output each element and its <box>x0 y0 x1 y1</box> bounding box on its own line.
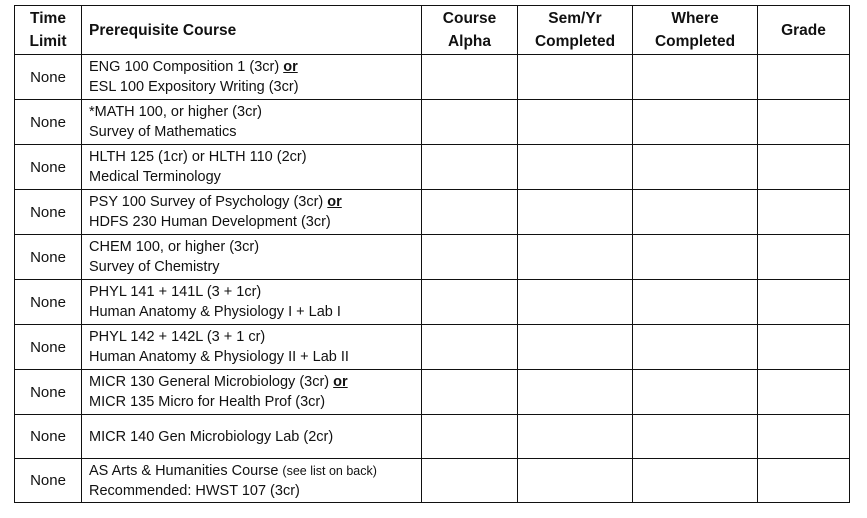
where-completed-cell[interactable] <box>633 459 758 503</box>
header-semyr-line1: Sem/Yr <box>548 10 602 27</box>
course-alpha-cell[interactable] <box>422 100 518 145</box>
grade-cell[interactable] <box>758 100 850 145</box>
table-row <box>15 325 850 370</box>
course-line-2: Survey of Chemistry <box>89 259 220 275</box>
course-line-1 <box>89 57 421 77</box>
grade-cell[interactable] <box>758 55 850 100</box>
header-course-alpha <box>422 6 518 55</box>
where-completed-cell[interactable] <box>633 100 758 145</box>
grade-cell[interactable] <box>758 325 850 370</box>
header-semyr-line2: Completed <box>534 33 616 50</box>
header-time-limit <box>15 6 82 55</box>
semyr-completed-cell[interactable] <box>518 415 633 459</box>
course-line-1 <box>89 237 421 257</box>
time-limit-cell: None <box>15 190 82 235</box>
prerequisite-course-cell <box>82 235 422 280</box>
where-completed-cell[interactable] <box>633 325 758 370</box>
course-alpha-cell[interactable] <box>422 190 518 235</box>
course-line-1 <box>89 327 421 347</box>
semyr-completed-cell[interactable] <box>518 100 633 145</box>
prerequisite-course-cell <box>82 55 422 100</box>
time-limit-cell: None <box>15 145 82 190</box>
time-limit-cell: None <box>15 415 82 459</box>
semyr-completed-cell[interactable] <box>518 190 633 235</box>
semyr-completed-cell[interactable] <box>518 459 633 503</box>
time-limit-cell: None <box>15 280 82 325</box>
course-alpha-cell[interactable] <box>422 145 518 190</box>
header-course-alpha-line1: Course <box>442 10 497 27</box>
course-line-2: Survey of Mathematics <box>89 124 237 140</box>
semyr-completed-cell[interactable] <box>518 280 633 325</box>
course-alpha-cell[interactable] <box>422 325 518 370</box>
table-row <box>15 190 850 235</box>
course-alpha-cell[interactable] <box>422 415 518 459</box>
where-completed-cell[interactable] <box>633 370 758 415</box>
course-line-1 <box>89 427 421 447</box>
or-label: or <box>333 374 348 390</box>
prerequisite-course-cell <box>82 190 422 235</box>
time-limit-cell: None <box>15 235 82 280</box>
time-limit-cell: None <box>15 325 82 370</box>
semyr-completed-cell[interactable] <box>518 370 633 415</box>
course-note: (see list on back) <box>282 463 377 478</box>
where-completed-cell[interactable] <box>633 235 758 280</box>
course-line-1 <box>89 372 421 392</box>
where-completed-cell[interactable] <box>633 145 758 190</box>
course-code: HLTH 125 (1cr) or HLTH 110 (2cr) <box>89 149 307 165</box>
table-row <box>15 145 850 190</box>
grade-cell[interactable] <box>758 280 850 325</box>
header-time-limit-line1: Time <box>30 10 66 27</box>
table-row <box>15 100 850 145</box>
or-label: or <box>283 59 298 75</box>
course-code: MICR 140 Gen Microbiology Lab (2cr) <box>89 428 334 445</box>
course-line-2: Medical Terminology <box>89 169 221 185</box>
table-row <box>15 415 850 459</box>
header-semyr-completed <box>518 6 633 55</box>
course-alpha-cell[interactable] <box>422 55 518 100</box>
prerequisite-course-cell <box>82 280 422 325</box>
course-line-2: ESL 100 Expository Writing (3cr) <box>89 79 299 95</box>
table-row <box>15 370 850 415</box>
prerequisite-table <box>14 5 850 503</box>
table-row <box>15 459 850 503</box>
course-line-2: Human Anatomy & Physiology II + Lab II <box>89 349 349 365</box>
course-line-2: Recommended: HWST 107 (3cr) <box>89 482 300 499</box>
header-course-alpha-line2: Alpha <box>447 33 492 50</box>
time-limit-cell: None <box>15 55 82 100</box>
prerequisite-course-cell <box>82 100 422 145</box>
where-completed-cell[interactable] <box>633 280 758 325</box>
course-code: *MATH 100, or higher (3cr) <box>89 104 262 120</box>
prerequisite-course-cell <box>82 459 422 503</box>
course-code: AS Arts & Humanities Course <box>89 462 283 479</box>
prerequisite-course-cell <box>82 370 422 415</box>
course-alpha-cell[interactable] <box>422 370 518 415</box>
header-where-line2: Completed <box>654 33 736 50</box>
grade-cell[interactable] <box>758 145 850 190</box>
where-completed-cell[interactable] <box>633 55 758 100</box>
where-completed-cell[interactable] <box>633 415 758 459</box>
course-alpha-cell[interactable] <box>422 235 518 280</box>
table-row <box>15 280 850 325</box>
course-line-2: Human Anatomy & Physiology I + Lab I <box>89 304 341 320</box>
prerequisite-course-cell <box>82 145 422 190</box>
course-code: PHYL 142 + 142L (3 + 1 cr) <box>89 329 266 345</box>
course-code: ENG 100 Composition 1 (3cr) <box>89 59 284 75</box>
header-where-line1: Where <box>671 10 719 27</box>
prerequisite-course-cell <box>82 415 422 459</box>
course-line-1 <box>89 147 421 167</box>
course-code: PHYL 141 + 141L (3 + 1cr) <box>89 284 262 300</box>
header-time-limit-line2: Limit <box>29 33 67 50</box>
header-where-completed <box>633 6 758 55</box>
semyr-completed-cell[interactable] <box>518 235 633 280</box>
semyr-completed-cell[interactable] <box>518 145 633 190</box>
table-row <box>15 55 850 100</box>
course-line-1 <box>89 102 421 122</box>
header-grade: Grade <box>758 6 850 55</box>
semyr-completed-cell[interactable] <box>518 325 633 370</box>
grade-cell[interactable] <box>758 415 850 459</box>
grade-cell[interactable] <box>758 235 850 280</box>
or-label: or <box>327 194 342 210</box>
time-limit-cell: None <box>15 100 82 145</box>
course-code: MICR 130 General Microbiology (3cr) <box>89 374 334 390</box>
header-prerequisite-course: Prerequisite Course <box>82 6 422 55</box>
where-completed-cell[interactable] <box>633 190 758 235</box>
semyr-completed-cell[interactable] <box>518 55 633 100</box>
course-code: CHEM 100, or higher (3cr) <box>89 239 260 255</box>
course-line-2: HDFS 230 Human Development (3cr) <box>89 214 331 230</box>
prerequisite-course-cell <box>82 325 422 370</box>
grade-cell[interactable] <box>758 370 850 415</box>
grade-cell[interactable] <box>758 459 850 503</box>
time-limit-cell: None <box>15 370 82 415</box>
course-line-1 <box>89 461 421 481</box>
time-limit-cell: None <box>15 459 82 503</box>
course-alpha-cell[interactable] <box>422 280 518 325</box>
course-code: PSY 100 Survey of Psychology (3cr) <box>89 194 328 210</box>
course-line-1 <box>89 282 421 302</box>
grade-cell[interactable] <box>758 190 850 235</box>
course-line-1 <box>89 192 421 212</box>
table-row <box>15 235 850 280</box>
course-line-2: MICR 135 Micro for Health Prof (3cr) <box>89 394 326 410</box>
course-alpha-cell[interactable] <box>422 459 518 503</box>
header-row <box>15 6 850 55</box>
